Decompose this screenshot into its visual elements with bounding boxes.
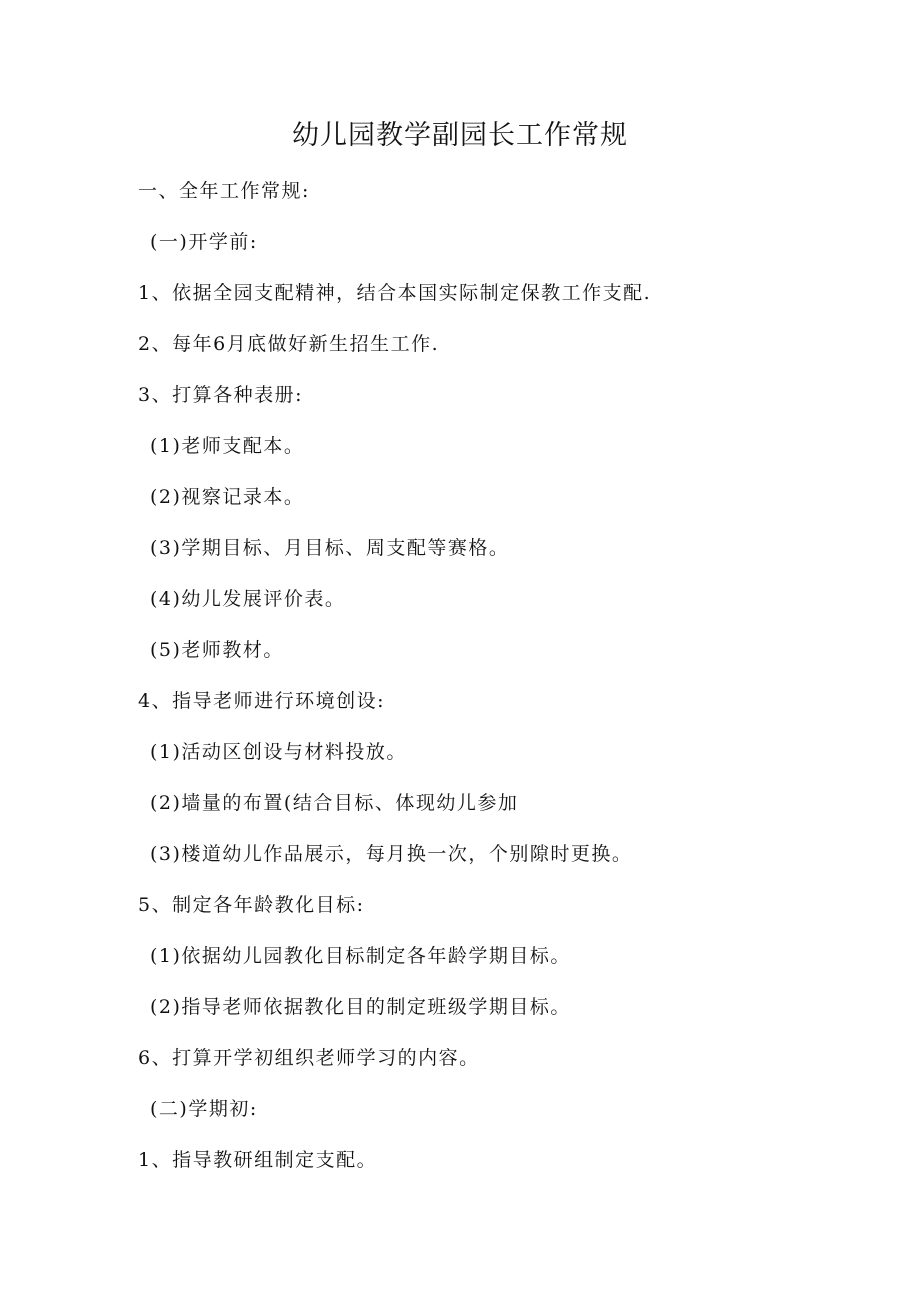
paragraph-line: (一)开学前: [150, 231, 258, 253]
paragraph-line: (2)指导老师依据教化目的制定班级学期目标。 [150, 996, 571, 1018]
paragraph-line: (3)学期目标、月目标、周支配等赛格。 [150, 537, 510, 559]
paragraph-line: (2)墙量的布置(结合目标、体现幼儿参加 [150, 792, 519, 814]
paragraph-line: (5)老师教材。 [150, 639, 284, 661]
paragraph-line: (1)活动区创设与材料投放。 [150, 741, 407, 763]
paragraph-line: 3、打算各种表册: [138, 384, 303, 406]
paragraph-line: (二)学期初: [150, 1098, 258, 1120]
paragraph-line: (4)幼儿发展评价表。 [150, 588, 346, 610]
paragraph-line: (1)依据幼儿园教化目标制定各年龄学期目标。 [150, 945, 571, 967]
paragraph-line: (3)楼道幼儿作品展示，每月换一次，个别隙时更换。 [150, 843, 633, 865]
paragraph-line: 2、每年6月底做好新生招生工作. [138, 333, 440, 355]
paragraph-line: 6、打算开学初组织老师学习的内容。 [138, 1047, 480, 1069]
paragraph-line: 5、制定各年龄教化目标: [138, 894, 365, 916]
paragraph-line: (1)老师支配本。 [150, 435, 305, 457]
document-title: 幼儿园教学副园长工作常规 [292, 120, 628, 151]
paragraph-line: 1、依据全园支配精神，结合本国实际制定保教工作支配. [138, 282, 652, 304]
paragraph-line: 4、指导老师进行环境创设: [138, 690, 385, 712]
paragraph-line: (2)视察记录本。 [150, 486, 305, 508]
paragraph-line: 1、指导教研组制定支配。 [138, 1149, 378, 1171]
paragraph-line: 一、全年工作常规: [138, 180, 310, 202]
